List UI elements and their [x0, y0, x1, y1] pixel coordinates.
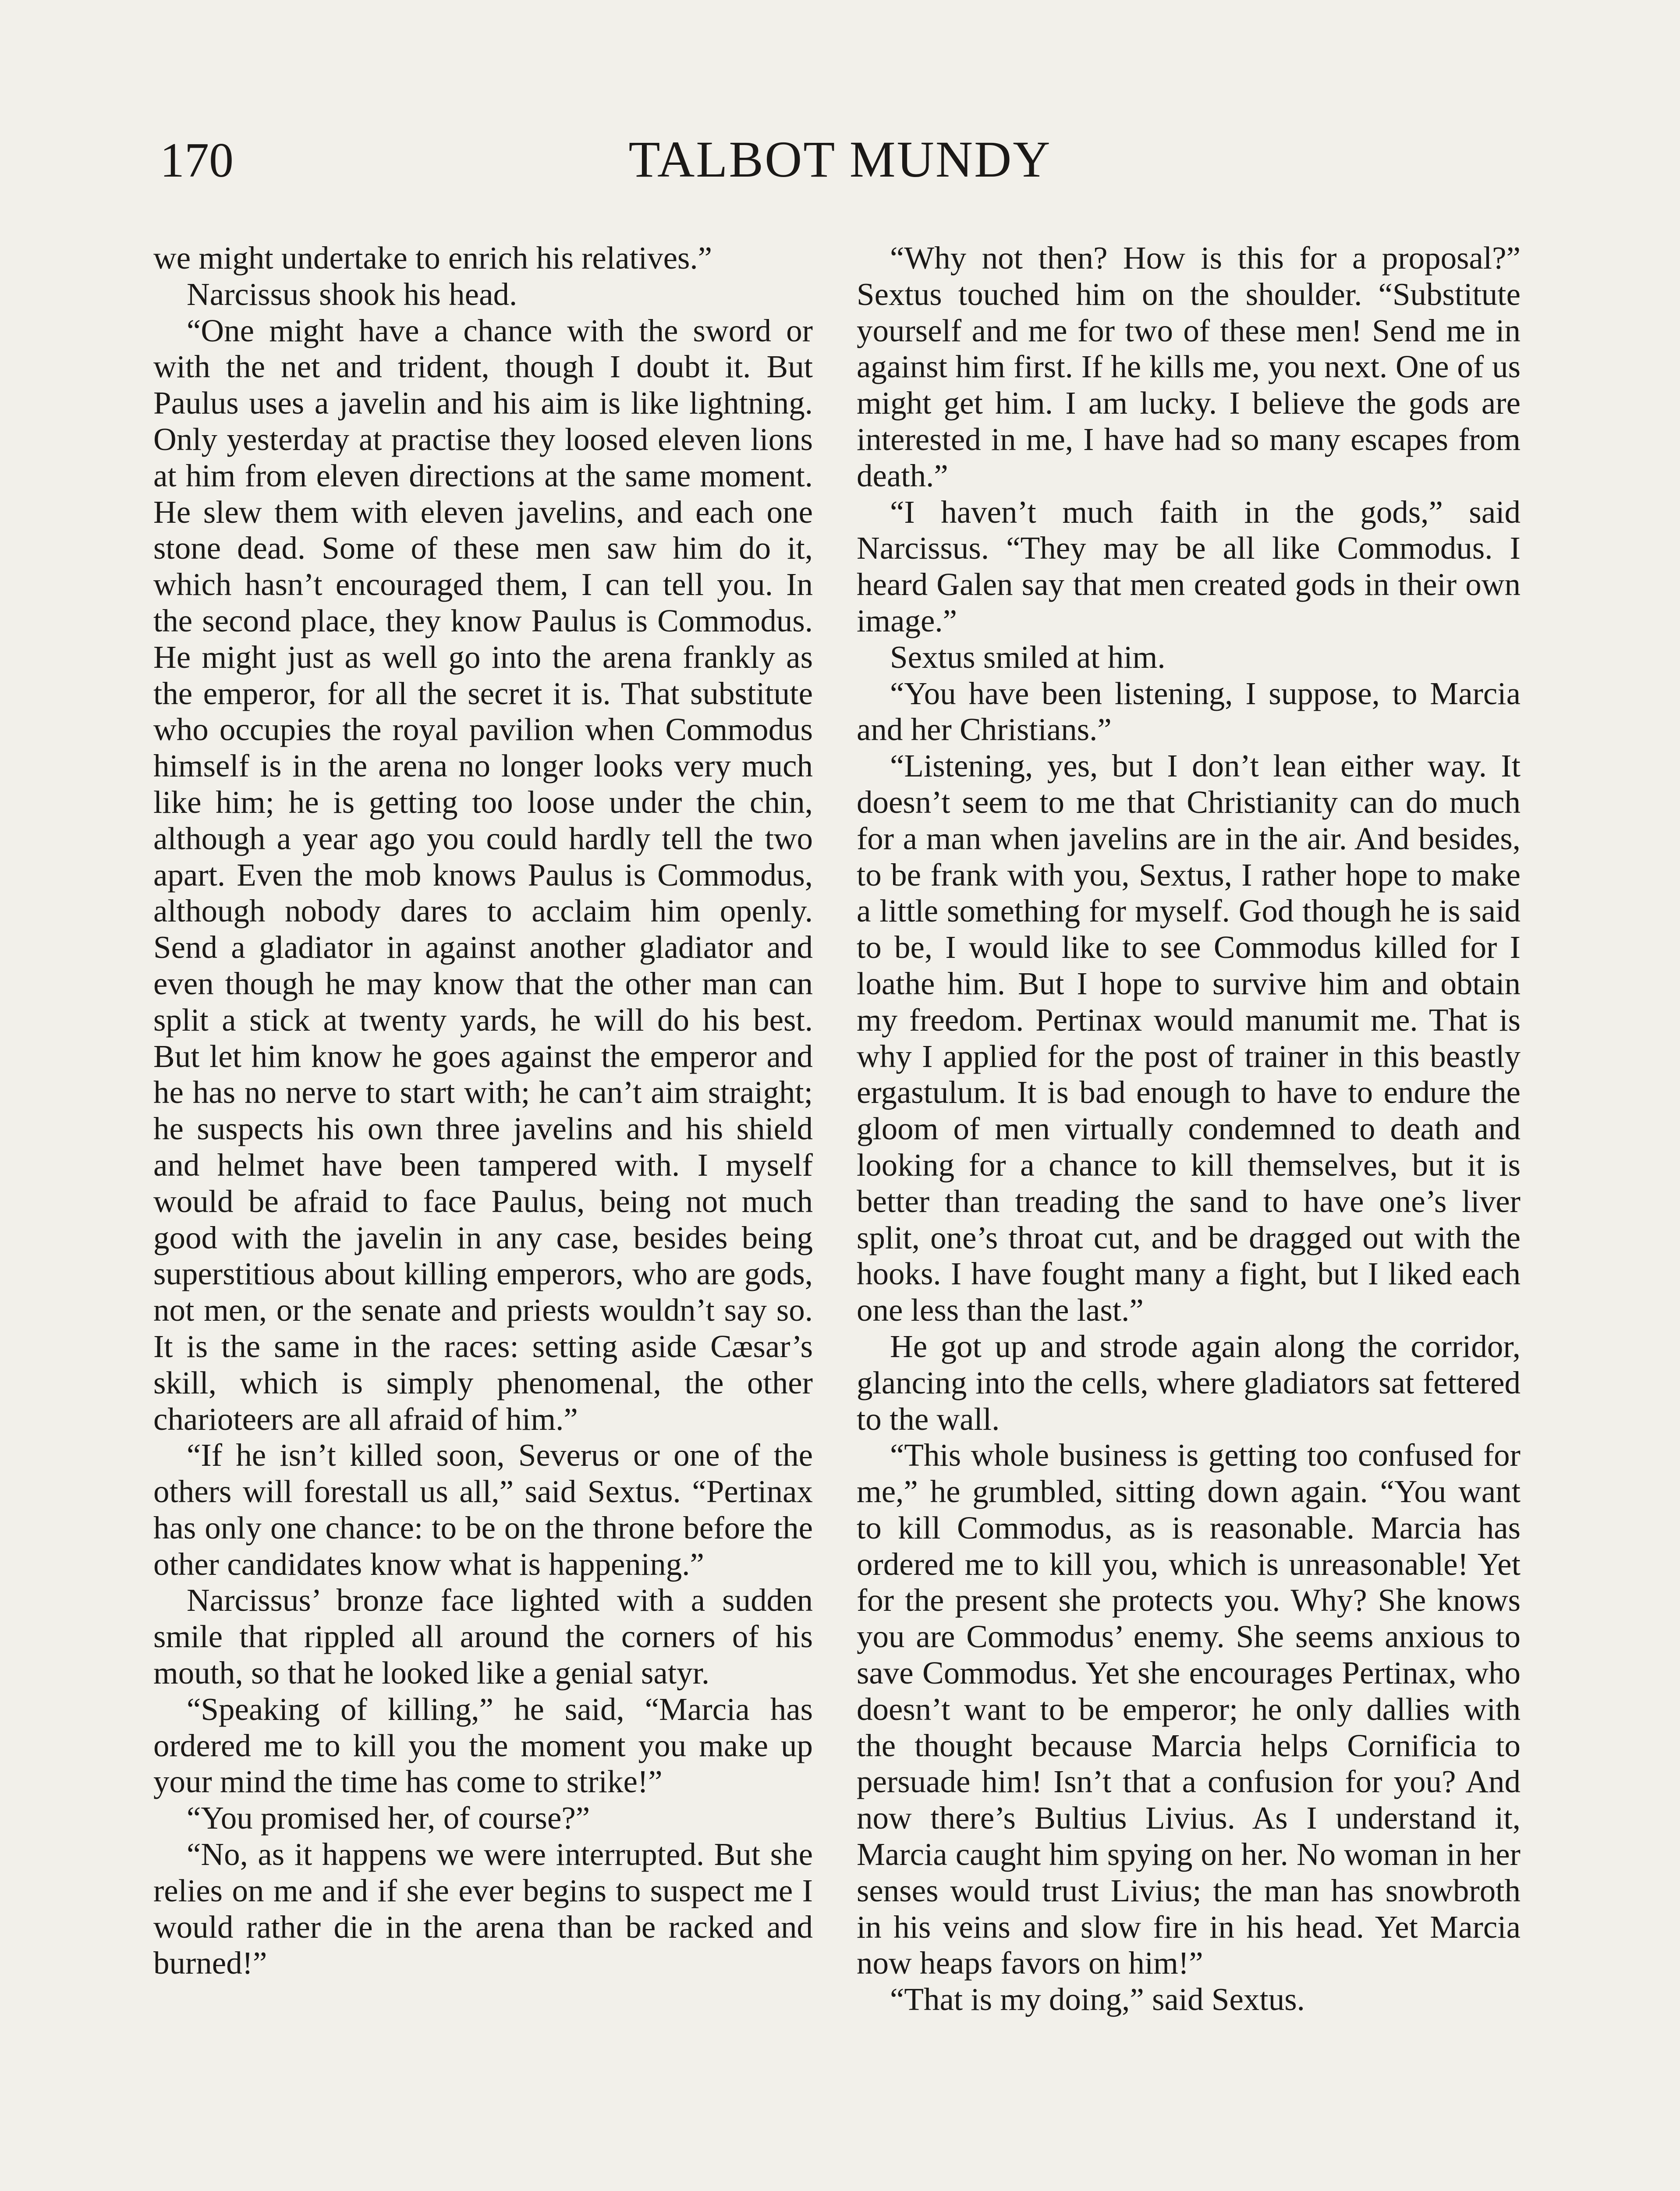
paragraph: “No, as it happens we were interrupted. But she relies on me and if she ever begins to suspect me I would rather die in the arena than be racked and burned!”	[153, 1836, 813, 1981]
paragraph: He got up and strode again along the corridor, glancing into the cells, where gladiators sat fettered to the wall.	[857, 1328, 1521, 1437]
paragraph: “You promised her, of course?”	[187, 1800, 590, 1836]
paragraph: “You have been listening, I suppose, to Marcia and her Christians.”	[857, 675, 1521, 748]
running-title: TALBOT MUNDY	[628, 131, 1052, 188]
right-column	[857, 240, 1521, 2018]
paragraph: Sextus smiled at him.	[890, 639, 1166, 675]
paragraph: “Speaking of killing,” he said, “Marcia has ordered me to kill you the moment you make up your mind the time has come to strike!”	[153, 1691, 813, 1800]
paragraph: “One might have a chance with the sword or with the net and trident, though I doubt it. But Paulus uses a javelin and his aim is like lightning. Only yesterday at practise they loosed eleven lions at him from eleven directions at the same moment. He slew them with eleven javelins, and each one stone dead. Some of these men saw him do it, which hasn’t encouraged them, I can tell you. In the second place, they know Paulus is Commodus. He might just as well go into the arena frankly as the emperor, for all the secret it is. That substitute who occupies the royal pavilion when Commodus himself is in the arena no longer looks very much like him; he is getting too loose under the chin, although a year ago you could hardly tell the two apart. Even the mob knows Paulus is Commodus, although nobody dares to acclaim him openly. Send a gladiator in against another gladiator and even though he may know that the other man can split a stick at twenty yards, he will do his best. But let him know he goes against the emperor and he has no nerve to start with; he can’t aim straight; he suspects his own three javelins and his shield and helmet have been tampered with. I myself would be afraid to face Paulus, being not much good with the javelin in any case, besides being superstitious about killing emperors, who are gods, not men, or the senate and priests wouldn’t say so. It is the same in the races: setting aside Cæsar’s skill, which is simply phenomenal, the other charioteers are all afraid of him.”	[153, 312, 813, 1437]
paragraph: we might undertake to enrich his relatives.”	[153, 240, 712, 276]
paragraph: Narcissus’ bronze face lighted with a sudden smile that rippled all around the corners of his mouth, so that he looked like a genial satyr.	[153, 1582, 813, 1691]
paragraph: “This whole business is getting too confused for me,” he grumbled, sitting down again. “You want to kill Commodus, as is reasonable. Marcia has ordered me to kill you, which is unreasonable! Yet for the present she protects you. Why? She knows you are Commodus’ enemy. She seems anxious to save Commodus. Yet she encourages Pertinax, who doesn’t want to be emperor; he only dallies with the thought because Marcia helps Cornificia to persuade him! Isn’t that a confusion for you? And now there’s Bultius Livius. As I understand it, Marcia caught him spying on her. No woman in her senses would trust Livius; the man has snowbroth in his veins and slow fire in his head. Yet Marcia now heaps favors on him!”	[857, 1437, 1521, 1981]
paragraph: “If he isn’t killed soon, Severus or one of the others will forestall us all,” said Sextus. “Pertinax has only one chance: to be on the throne before the other candidates know what is happening.”	[153, 1437, 813, 1582]
paragraph: “That is my doing,” said Sextus.	[890, 1982, 1305, 2017]
page-number: 170	[160, 133, 234, 188]
left-column	[153, 240, 813, 1982]
paragraph: “Listening, yes, but I don’t lean either way. It doesn’t seem to me that Christianity can do much for a man when javelins are in the air. And besides, to be frank with you, Sextus, I rather hope to make a little something for myself. God though he is said to be, I would like to see Commodus killed for I loathe him. But I hope to survive him and obtain my freedom. Pertinax would manumit me. That is why I applied for the post of trainer in this beastly ergastulum. It is bad enough to have to endure the gloom of men virtually condemned to death and looking for a chance to kill themselves, but it is better than treading the sand to have one’s liver split, one’s throat cut, and be dragged out with the hooks. I have fought many a fight, but I liked each one less than the last.”	[857, 748, 1521, 1328]
paragraph: “Why not then? How is this for a proposal?” Sextus touched him on the shoulder. “Substitute yourself and me for two of these men! Send me in against him first. If he kills me, you next. One of us might get him. I am lucky. I believe the gods are interested in me, I have had so many escapes from death.”	[857, 240, 1521, 493]
paragraph: “I haven’t much faith in the gods,” said Narcissus. “They may be all like Commodus. I heard Galen say that men created gods in their own image.”	[857, 494, 1521, 638]
paragraph: Narcissus shook his head.	[187, 276, 517, 312]
